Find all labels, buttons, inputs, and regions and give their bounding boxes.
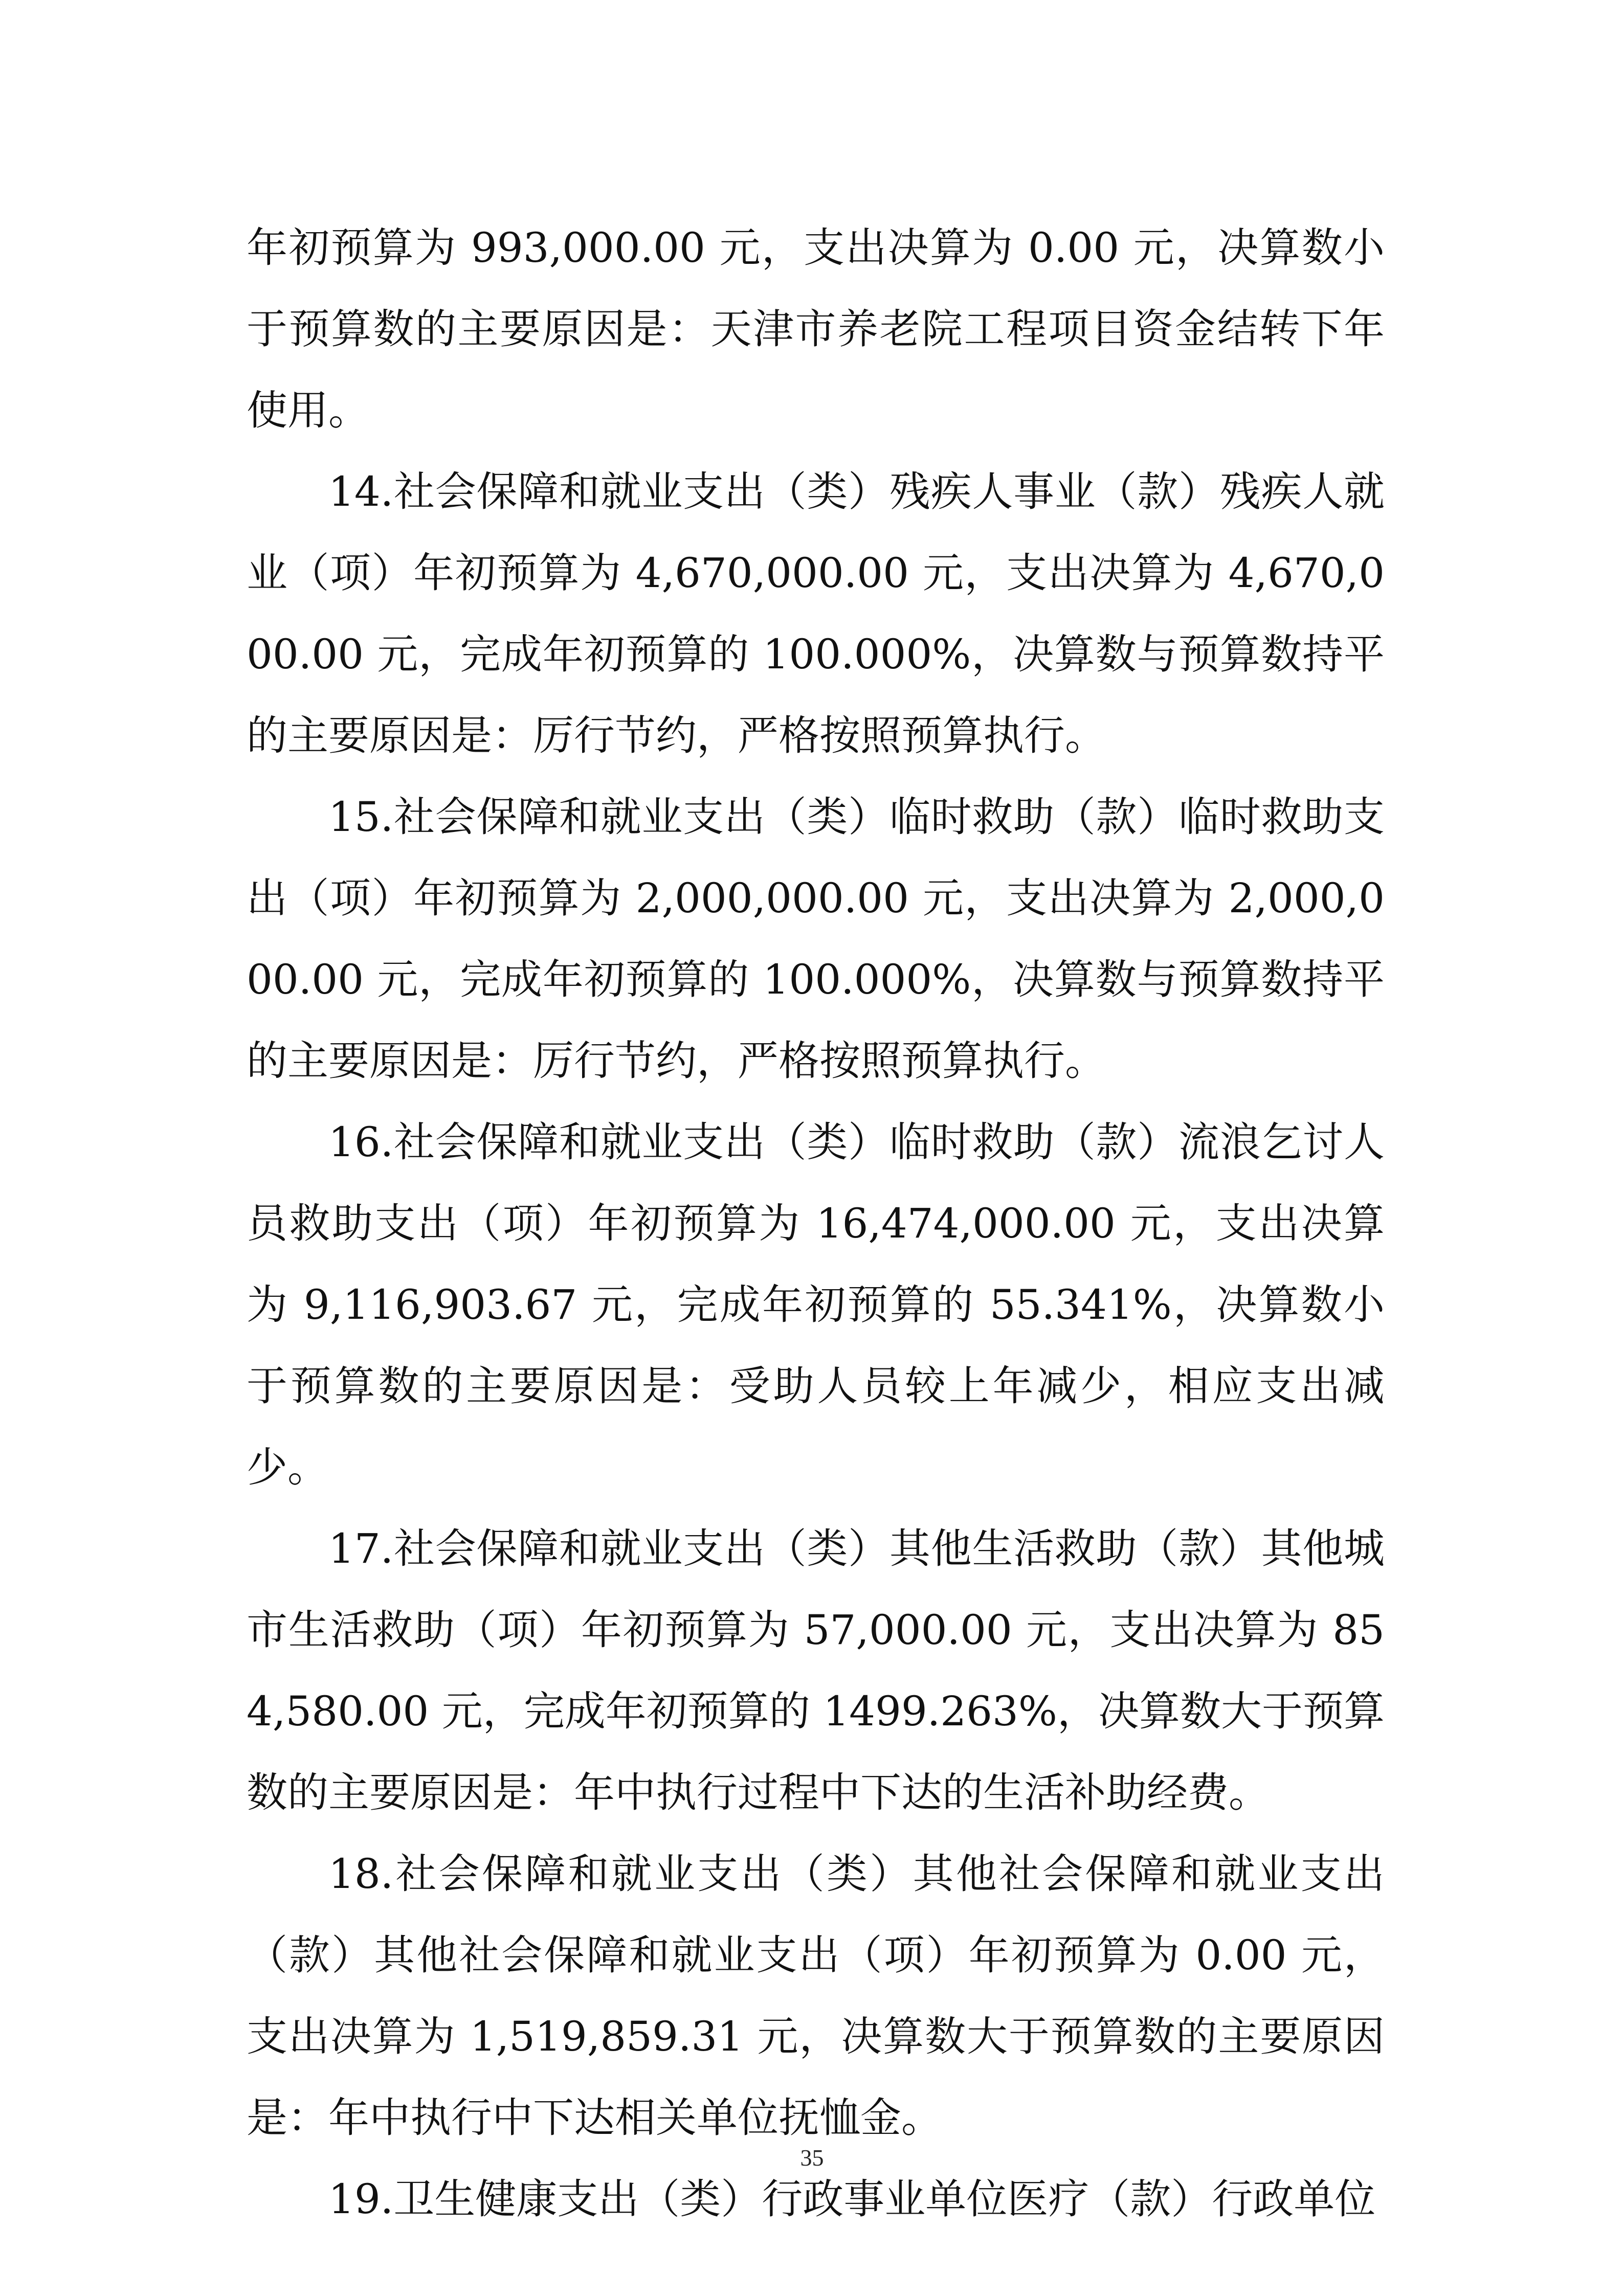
paragraph-continued: 年初预算为 993,000.00 元，支出决算为 0.00 元，决算数小于预算数的主要原因是：天津市养老院工程项目资金结转下年使用。 xyxy=(247,224,1385,434)
paragraph-item-16: 16.社会保障和就业支出（类）临时救助（款）流浪乞讨人员救助支出（项）年初预算为 16,474,000.00 元，支出决算为 9,116,903.67 元，完成年初预算的 55.341%，决算数小于预算数的主要原因是：受助人员较上年减少，相应支出减少。 xyxy=(247,1118,1385,1491)
paragraph-item-18: 18.社会保障和就业支出（类）其他社会保障和就业支出（款）其他社会保障和就业支出（项）年初预算为 0.00 元，支出决算为 1,519,859.31 元，决算数大于预算数的主要原因是：年中执行中下达相关单位抚恤金。 xyxy=(247,1850,1385,2142)
paragraph-item-19: 19.卫生健康支出（类）行政事业单位医疗（款）行政单位 xyxy=(328,2175,1376,2223)
paragraph-item-17: 17.社会保障和就业支出（类）其他生活救助（款）其他城市生活救助（项）年初预算为 57,000.00 元，支出决算为 854,580.00 元，完成年初预算的 1499.263%，决算数大于预算数的主要原因是：年中执行过程中下达的生活补助经费。 xyxy=(247,1525,1385,1816)
page-number: 35 xyxy=(800,2145,824,2171)
paragraph-item-14: 14.社会保障和就业支出（类）残疾人事业（款）残疾人就业（项）年初预算为 4,670,000.00 元，支出决算为 4,670,000.00 元，完成年初预算的 100.000%，决算数与预算数持平的主要原因是：厉行节约，严格按照预算执行。 xyxy=(247,468,1385,759)
document-body xyxy=(247,207,1385,2240)
paragraph-item-15: 15.社会保障和就业支出（类）临时救助（款）临时救助支出（项）年初预算为 2,000,000.00 元，支出决算为 2,000,000.00 元，完成年初预算的 100.000%，决算数与预算数持平的主要原因是：厉行节约，严格按照预算执行。 xyxy=(247,793,1385,1085)
